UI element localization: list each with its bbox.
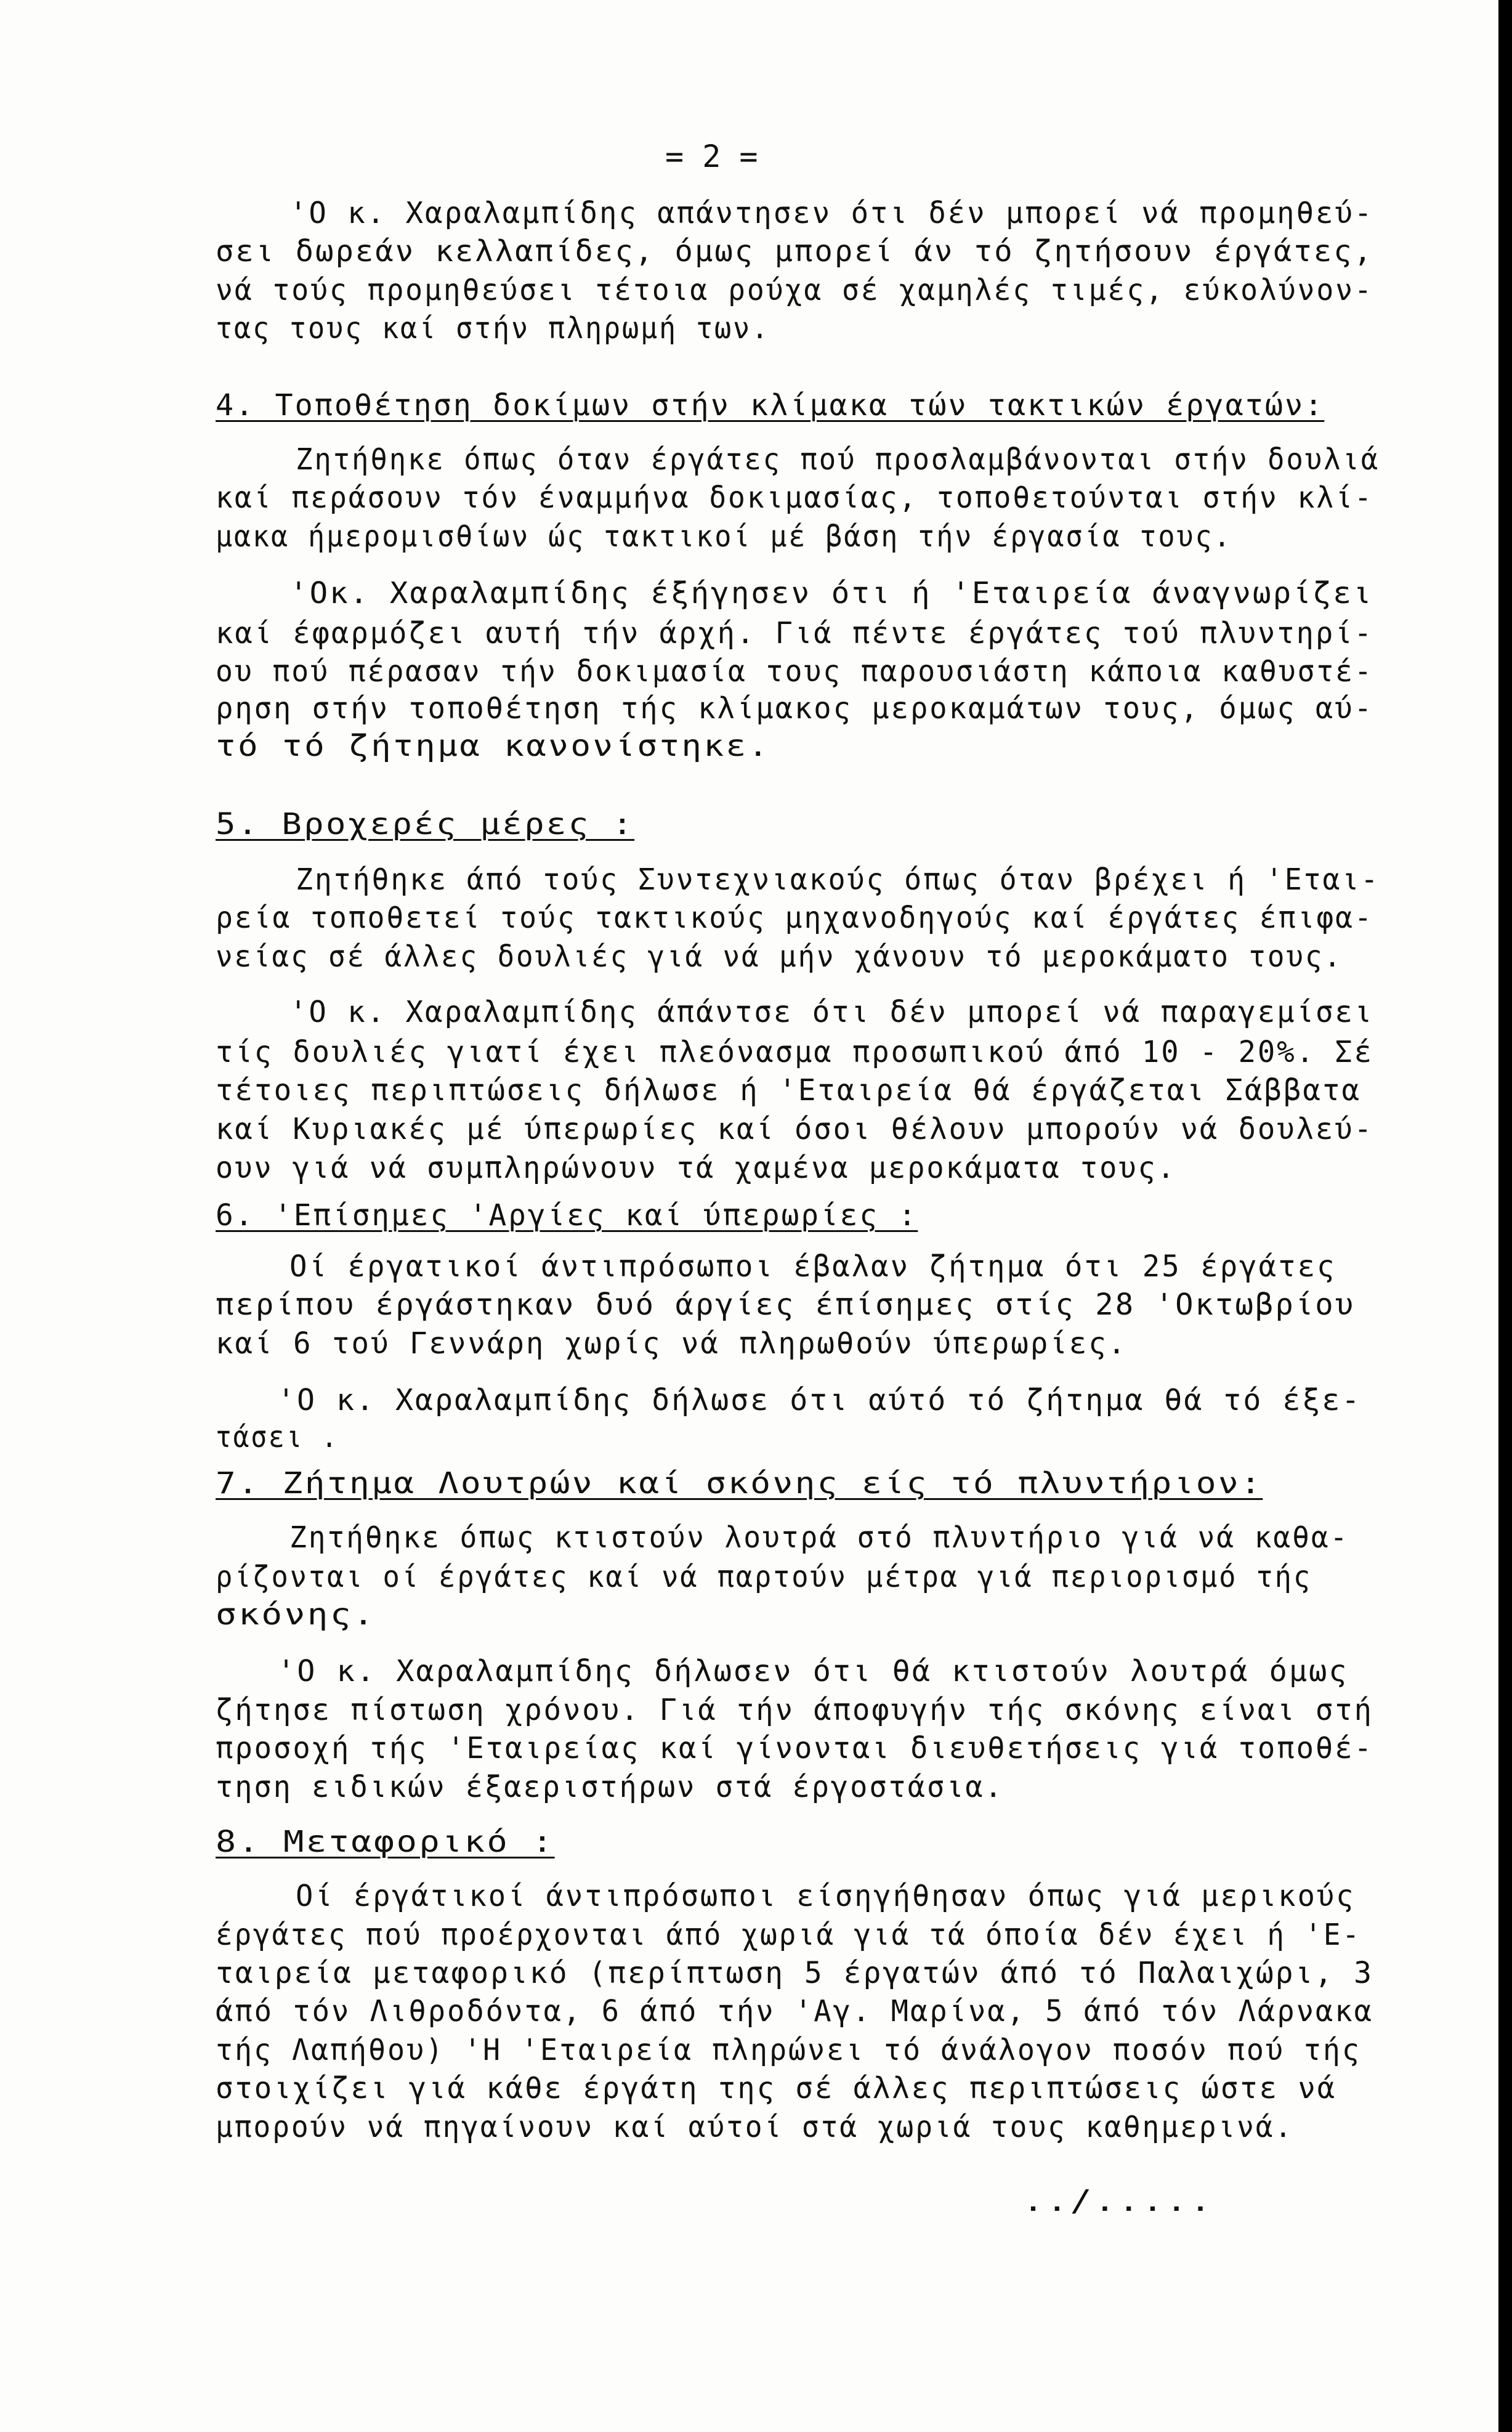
text-line: μακα ήμερομισθίων ώς τακτικοί μέ βάση τήν έργασία τους. bbox=[216, 519, 1232, 554]
text-line: 'Ο κ. Χαραλαμπίδης δήλωσεν ότι θά κτιστούν λουτρά όμως bbox=[277, 1654, 1349, 1688]
text-line: νά τούς προμηθεύσει τέτοια ρούχα σέ χαμηλές τιμές, εύκολύνον- bbox=[216, 273, 1373, 307]
text-line: ου πού πέρασαν τήν δοκιμασία τους παρουσιάστη κάποια καθυστέ- bbox=[216, 654, 1373, 689]
text-line: Ζητήθηκε όπως κτιστούν λουτρά στό πλυντήριο γιά νά καθα- bbox=[289, 1520, 1349, 1555]
text-line: τας τους καί στήν πληρωμή των. bbox=[216, 311, 770, 346]
text-line: 'Ο κ. Χαραλαμπίδης απάντησεν ότι δέν μπορεί νά προμηθεύ- bbox=[289, 196, 1374, 230]
text-line: ../..... bbox=[1022, 2184, 1214, 2218]
text-line: ρεία τοποθετεί τούς τακτικούς μηχανοδηγούς καί έργάτες έπιφα- bbox=[216, 901, 1373, 935]
page-number: = 2 = bbox=[665, 139, 758, 174]
text-line: άπό τόν Λιθροδόντα, 6 άπό τήν 'Αγ. Μαρίνα, 5 άπό τόν Λάρνακα bbox=[216, 1994, 1373, 2029]
text-line: καί έφαρμόζει αυτή τήν άρχή. Γιά πέντε έργάτες τού πλυντηρί- bbox=[216, 616, 1373, 651]
text-line: ζήτησε πίστωση χρόνου. Γιά τήν άποφυγήν τής σκόνης είναι στή bbox=[216, 1693, 1373, 1727]
text-line: Ζητήθηκε άπό τούς Συντεχνιακούς όπως όταν βρέχει ή 'Εται- bbox=[296, 862, 1380, 897]
text-line: μπορούν νά πηγαίνουν καί αύτοί στά χωριά τους καθημερινά. bbox=[216, 2110, 1294, 2144]
text-line: ρηση στήν τοποθέτηση τής κλίμακος μεροκαμάτων τους, όμως αύ- bbox=[216, 691, 1373, 726]
section-heading: 5. Βροχερές μέρες : bbox=[216, 807, 635, 841]
text-line: 'Ο κ. Χαραλαμπίδης άπάντσε ότι δέν μπορεί νά παραγεμίσει bbox=[289, 995, 1374, 1029]
text-line: τέτοιες περιπτώσεις δήλωσε ή 'Εταιρεία θά έργάζεται Σάββατα bbox=[216, 1073, 1362, 1108]
text-line: τό τό ζήτημα κανονίστηκε. bbox=[216, 729, 770, 763]
text-line: ρίζονται οί έργάτες καί νά παρτούν μέτρα γιά περιορισμό τής bbox=[216, 1560, 1312, 1594]
text-line: ταιρεία μεταφορικό (περίπτωση 5 έργατών άπό τό Παλαιχώρι, 3 bbox=[216, 1956, 1374, 1990]
text-line: τίς δουλιές γιατί έχει πλεόνασμα προσωπικού άπό 10 - 20%. Σέ bbox=[216, 1035, 1373, 1069]
text-line: Ζητήθηκε όπως όταν έργάτες πού προσλαμβάνονται στήν δουλιά bbox=[296, 442, 1380, 477]
text-line: Οί έργατικοί άντιπρόσωποι έβαλαν ζήτημα ότι 25 έργάτες bbox=[289, 1249, 1336, 1284]
text-line: περίπου έργάστηκαν δυό άργίες έπίσημες στίς 28 'Οκτωβρίου bbox=[216, 1287, 1356, 1322]
section-heading: 6. 'Επίσημες 'Αργίες καί ύπερωρίες : bbox=[216, 1198, 918, 1233]
text-line: 'Οκ. Χαραλαμπίδης έξήγησεν ότι ή 'Εταιρεία άναγνωρίζει bbox=[289, 576, 1373, 610]
text-line: ουν γιά νά συμπληρώνουν τά χαμένα μεροκάματα τους. bbox=[216, 1151, 1176, 1185]
text-line: 'Ο κ. Χαραλαμπίδης δήλωσε ότι αύτό τό ζήτημα θά τό έξε- bbox=[277, 1383, 1362, 1417]
text-line: τάσει . bbox=[216, 1420, 339, 1454]
text-line: καί 6 τού Γεννάρη χωρίς νά πληρωθούν ύπερωρίες. bbox=[216, 1326, 1128, 1361]
text-line: έργάτες πού προέρχονται άπό χωριά γιά τά όποία δέν έχει ή 'Ε- bbox=[216, 1918, 1361, 1952]
text-line: νείας σέ άλλες δουλιές γιά νά μήν χάνουν τό μεροκάματο τους. bbox=[216, 939, 1343, 974]
section-heading: 8. Μεταφορικό : bbox=[216, 1825, 555, 1859]
text-line: Οί έργάτικοί άντιπρόσωποι είσηγήθησαν όπως γιά μερικούς bbox=[296, 1879, 1356, 1913]
text-line: στοιχίζει γιά κάθε έργάτη της σέ άλλες περιπτώσεις ώστε νά bbox=[216, 2071, 1337, 2106]
text-line: σκόνης. bbox=[216, 1597, 376, 1632]
text-line: προσοχή τής 'Εταιρείας καί γίνονται διευθετήσεις γιά τοποθέ- bbox=[216, 1731, 1373, 1765]
text-line: τηση ειδικών έξαεριστήρων στά έργοστάσια. bbox=[216, 1770, 1004, 1804]
section-heading: 4. Τοποθέτηση δοκίμων στήν κλίμακα τών τακτικών έργατών: bbox=[216, 388, 1325, 423]
scan-edge bbox=[1498, 0, 1512, 2432]
text-line: σει δωρεάν κελλαπίδες, όμως μπορεί άν τό ζητήσουν έργάτες, bbox=[216, 234, 1374, 269]
text-line: καί περάσουν τόν έναμμήνα δοκιμασίας, τοποθετούνται στήν κλί- bbox=[216, 480, 1373, 515]
text-line: καί Κυριακές μέ ύπερωρίες καί όσοι θέλουν μπορούν νά δουλεύ- bbox=[216, 1112, 1373, 1146]
section-heading: 7. Ζήτημα Λουτρών καί σκόνης είς τό πλυντήριον: bbox=[216, 1466, 1263, 1501]
text-line: τής Λαπήθου) 'Η 'Εταιρεία πληρώνει τό άνάλογον ποσόν πού τής bbox=[216, 2033, 1361, 2067]
